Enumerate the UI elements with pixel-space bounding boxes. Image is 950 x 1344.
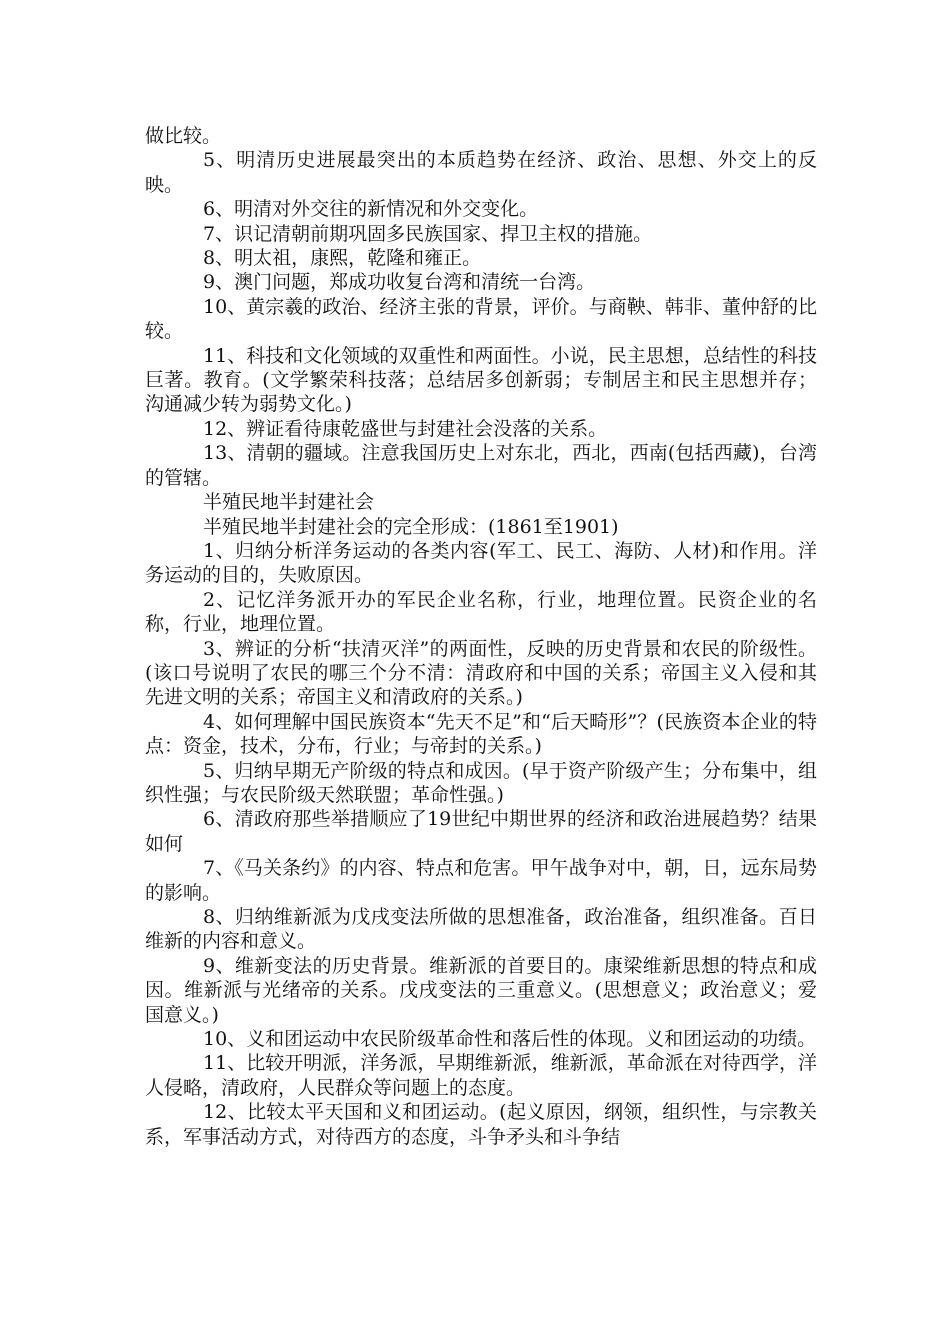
paragraph: 做比较。: [145, 125, 222, 147]
paragraph: 半殖民地半封建社会: [203, 491, 375, 514]
paragraph: 11、比较开明派，洋务派，早期维新派，维新派，革命派在对待西学，洋人侵略，清政府，人民群众等问题上的态度。: [145, 1052, 817, 1099]
paragraph: 3、辨证的分析“扶清灭洋”的两面性，反映的历史背景和农民的阶级性。(该口号说明了农民的哪三个分不清：清政府和中国的关系；帝国主义入侵和其先进文明的关系；帝国主义和清政府的关系。): [145, 637, 817, 709]
paragraph: 2、记忆洋务派开办的军民企业名称，行业，地理位置。民资企业的名称，行业，地理位置。: [145, 588, 817, 636]
paragraph: 6、清政府那些举措顺应了19世纪中期世界的经济和政治进展趋势？结果如何: [145, 808, 817, 855]
paragraph: 半殖民地半封建社会的完全形成：(1861至1901): [203, 515, 619, 538]
paragraph: 5、明清历史进展最突出的本质趋势在经济、政治、思想、外交上的反映。: [145, 149, 817, 196]
paragraph: 9、维新变法的历史背景。维新派的首要目的。康梁维新思想的特点和成因。维新派与光绪帝的关系。戊戌变法的三重意义。(思想意义；政治意义；爱国意义。): [145, 954, 817, 1026]
paragraph: 12、辨证看待康乾盛世与封建社会没落的关系。: [203, 417, 608, 440]
paragraph: 10、义和团运动中农民阶级革命性和落后性的体现。义和团运动的功绩。: [203, 1028, 817, 1051]
paragraph: 8、归纳维新派为戊戌变法所做的思想准备，政治准备，组织准备。百日维新的内容和意义。: [145, 906, 817, 953]
paragraph: 11、科技和文化领域的双重性和两面性。小说，民主思想，总结性的科技巨著。教育。(文学繁荣科技落；总结居多创新弱；专制居主和民主思想并存；沟通减少转为弱势文化。): [145, 344, 817, 416]
paragraph: 5、归纳早期无产阶级的特点和成因。(早于资产阶级产生；分布集中，组织性强；与农民阶级天然联盟；革命性强。): [145, 759, 817, 806]
paragraph: 7、识记清朝前期巩固多民族国家、捍卫主权的措施。: [203, 222, 653, 245]
paragraph: 4、如何理解中国民族资本“先天不足”和“后天畸形”？(民族资本企业的特点：资金，技术，分布，行业；与帝封的关系。): [145, 710, 817, 758]
paragraph: 1、归纳分析洋务运动的各类内容(军工、民工、海防、人材)和作用。洋务运动的目的，失败原因。: [145, 539, 817, 587]
paragraph: 10、黄宗羲的政治、经济主张的背景，评价。与商鞅、韩非、董仲舒的比较。: [145, 295, 817, 343]
paragraph: 9、澳门问题，郑成功收复台湾和清统一台湾。: [203, 271, 596, 294]
paragraph: 12、比较太平天国和义和团运动。(起义原因，纲领，组织性，与宗教关系，军事活动方式，对待西方的态度，斗争矛头和斗争结: [145, 1101, 817, 1148]
paragraph: 8、明太祖，康熙，乾隆和雍正。: [203, 247, 482, 270]
paragraph: 13、清朝的疆域。注意我国历史上对东北，西北，西南(包括西藏)，台湾的管辖。: [145, 442, 817, 489]
document-body: [145, 124, 817, 1149]
paragraph: 6、明清对外交往的新情况和外交变化。: [203, 198, 539, 221]
paragraph: 7、《马关条约》的内容、特点和危害。甲午战争对中，朝，日，远东局势的影响。: [145, 857, 817, 904]
